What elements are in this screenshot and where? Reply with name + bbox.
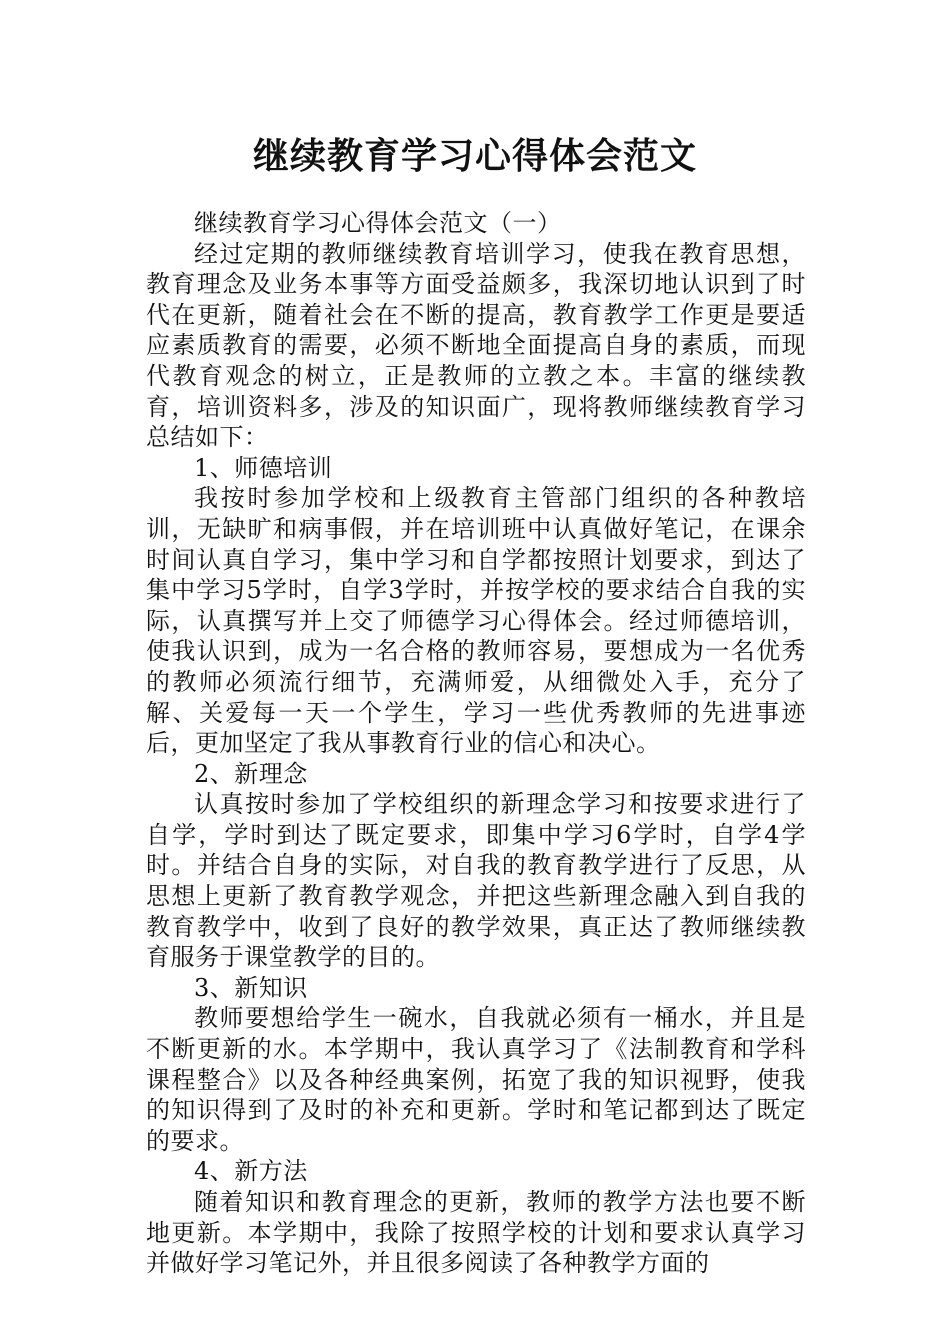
- paragraph-section-1: 我按时参加学校和上级教育主管部门组织的各种教培训，无缺旷和病事假，并在培训班中认真做好笔记，在课余时间认真自学习，集中学习和自学都按照计划要求，到达了集中学习5学时，自学3学时，并按学校的要求结合自我的实际，认真撰写并上交了师德学习心得体会。经过师德培训，使我认识到，成为一名合格的教师容易，要想成为一名优秀的教师必须流行细节，充满师爱，从细微处入手，充分了解、关爱每一天一个学生，学习一些优秀教师的先进事迹后，更加坚定了我从事教育行业的信心和决心。: [146, 484, 806, 758]
- document-title: 继续教育学习心得体会范文: [252, 135, 697, 177]
- document-body: [146, 208, 806, 1279]
- paragraph-section-3: 教师要想给学生一碗水，自我就必须有一桶水，并且是不断更新的水。本学期中，我认真学习了《法制教育和学科课程整合》以及各种经典案例，拓宽了我的知识视野，使我的知识得到了及时的补充和更新。学时和笔记都到达了既定的要求。: [146, 1004, 806, 1155]
- section-heading-3: 3、新知识: [194, 973, 308, 1002]
- section-heading-4: 4、新方法: [194, 1157, 308, 1186]
- paragraph-intro: 经过定期的教师继续教育培训学习，使我在教育思想，教育理念及业务本事等方面受益颇多，我深切地认识到了时代在更新，随着社会在不断的提高，教育教学工作更是要适应素质教育的需要，必须不断地全面提高自身的素质，而现代教育观念的树立，正是教师的立教之本。丰富的继续教育，培训资料多，涉及的知识面广，现将教师继续教育学习总结如下：: [146, 239, 806, 452]
- paragraph-section-4: 随着知识和教育理念的更新，教师的教学方法也要不断地更新。本学期中，我除了按照学校的计划和要求认真学习并做好学习笔记外，并且很多阅读了各种教学方面的: [146, 1188, 806, 1278]
- section-heading-1: 1、师德培训: [194, 453, 333, 482]
- section-heading-2: 2、新理念: [194, 759, 308, 788]
- paragraph-section-2: 认真按时参加了学校组织的新理念学习和按要求进行了自学，学时到达了既定要求，即集中学习6学时，自学4学时。并结合自身的实际，对自我的教育教学进行了反思，从思想上更新了教育教学观念，并把这些新理念融入到自我的教育教学中，收到了良好的教学效果，真正达了教师继续教育服务于课堂教学的目的。: [146, 790, 806, 972]
- paragraph-subtitle: 继续教育学习心得体会范文（一）: [194, 209, 562, 237]
